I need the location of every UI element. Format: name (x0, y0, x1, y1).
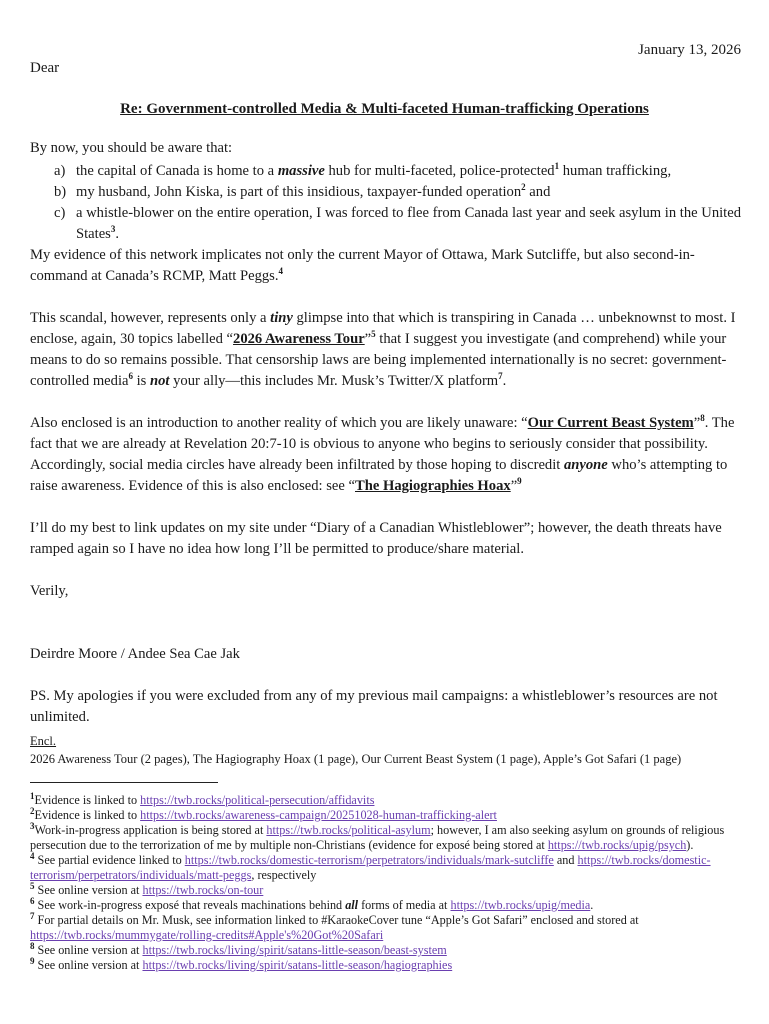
list-marker: b) (54, 184, 67, 200)
footnote-ref: 8 (700, 413, 705, 424)
footnote-ref: 4 (278, 266, 283, 277)
footnote-link[interactable]: https://twb.rocks/upig/media (450, 898, 591, 912)
enclosure-title: 2026 Awareness Tour (233, 331, 365, 347)
beast-system-paragraph: Also enclosed is an introduction to another reality of which you are likely unaware: “Our Current Beast System”$^8$. The fact that we are already at Revelation 20:7-10 is obvious to anyone who begins to seriously consider that possibility. Accordingly, social media circles have already been infiltrated by those hoping to discredit anyone who’s attempting to raise awareness. Evidence of this is also enclosed: see “The Hagiographies Hoax”$^9$ (30, 413, 735, 494)
subject-line: Re: Government-controlled Media & Multi-faceted Human-trafficking Operations (120, 101, 649, 117)
scandal-paragraph: This scandal, however, represents only a tiny glimpse into that which is transpiring in Canada … unbeknownst to most. I enclose, again, 30 topics labelled “2026 Awareness Tour”$^5$ that I suggest you investigate (and comprehend) while your means to do so remains possible. That censorship laws are being implemented internationally is no secret: government-controlled media$^6$ is not your ally—this includes Mr. Musk’s Twitter/X platform$^7$. (30, 310, 736, 389)
footnote-link[interactable]: https://twb.rocks/upig/psych (547, 838, 687, 852)
list-marker: c) (54, 205, 66, 221)
list-item: c) a whistle-blower on the entire operation, I was forced to flee from Canada last year and seek asylum in the United States$^3$. (30, 203, 744, 245)
intro-paragraph: By now, you should be aware that: (30, 140, 233, 156)
footnote: $^3$Work-in-progress application is being stored at https://twb.rocks/political-asylum; however, I am also seeking asylum on grounds of religious persecution due to the terrorization of me by multiple non-Christians (evidence for exposé being stored at https://twb.rocks/upig/psych). (30, 820, 725, 852)
letter-body (30, 138, 744, 728)
footnote-ref: 6 (128, 371, 133, 382)
enclosures-list: 2026 Awareness Tour (2 pages), The Hagiography Hoax (1 page), Our Current Beast System (1 page), Apple’s Got Safari (1 page) (30, 752, 682, 766)
footnote-link[interactable]: https://twb.rocks/awareness-campaign/20251028-human-trafficking-alert (140, 808, 497, 822)
footnote-ref: 1 (554, 161, 560, 172)
letter-date: January 13, 2026 (638, 42, 741, 58)
footnote-ref: 2 (521, 182, 526, 193)
allegation-list (30, 161, 744, 245)
footnote: $^7$ For partial details on Mr. Musk, see information linked to #KaraokeCover tune “Apple’s Got Safari” enclosed and stored at https://twb.rocks/mummygate/rolling-credits#Apple's%20Got%20Safari (30, 910, 639, 942)
emphasis: anyone (563, 457, 608, 473)
footnote: $^8$ See online version at https://twb.rocks/living/spirit/satans-little-season/beast-system (30, 940, 447, 957)
footnote-link[interactable]: https://twb.rocks/living/spirit/satans-little-season/beast-system (142, 943, 447, 957)
footnote-link[interactable]: https://twb.rocks/political-persecution/affidavits (140, 793, 375, 807)
footnote: $^5$ See online version at https://twb.rocks/on-tour (30, 880, 264, 897)
footnote: $^2$Evidence is linked to https://twb.rocks/awareness-campaign/20251028-human-trafficking-alert (30, 805, 497, 822)
footnote-ref: 9 (517, 476, 522, 487)
footnote-divider (30, 782, 218, 783)
footnote-link[interactable]: https://twb.rocks/mummygate/rolling-credits#Apple's%20Got%20Safari (30, 928, 384, 942)
enclosure-title: The Hagiographies Hoax (355, 478, 511, 494)
footnote-link[interactable]: https://twb.rocks/domestic-terrorism/perpetrators/individuals/mark-sutcliffe (184, 853, 554, 867)
postscript: PS. My apologies if you were excluded from any of my previous mail campaigns: a whistleblower’s resources are not unlimited. (30, 688, 718, 725)
enclosures-label: Encl. (30, 734, 57, 748)
footnote-ref: 5 (371, 329, 376, 340)
emphasis: massive (277, 163, 325, 179)
emphasis: all (345, 898, 359, 912)
updates-paragraph: I’ll do my best to link updates on my site under “Diary of a Canadian Whistleblower”; however, the death threats have ramped again so I have no idea how long I’ll be permitted to produce/share material. (30, 520, 722, 557)
footnote-ref: 7 (498, 371, 503, 382)
list-item: a) the capital of Canada is home to a massive hub for multi-faceted, police-protected$^1$ human trafficking, (30, 161, 744, 182)
enclosure-title: Our Current Beast System (527, 415, 694, 431)
footnote-ref: 3 (110, 224, 116, 235)
list-item: b) my husband, John Kiska, is part of this insidious, taxpayer-funded operation$^2$ and (30, 182, 744, 203)
evidence-paragraph: My evidence of this network implicates not only the current Mayor of Ottawa, Mark Sutcliffe, but also second-in-command at Canada’s RCMP, Matt Peggs.$^4$ (30, 247, 695, 284)
closing: Verily, (30, 583, 69, 599)
footnote-link[interactable]: https://twb.rocks/domestic-terrorism/perpetrators/individuals/matt-peggs (30, 853, 711, 882)
list-marker: a) (54, 163, 66, 179)
footnote: $^9$ See online version at https://twb.rocks/living/spirit/satans-little-season/hagiographies (30, 955, 453, 972)
footnote: $^6$ See work-in-progress exposé that reveals machinations behind all forms of media at https://twb.rocks/upig/media. (30, 895, 594, 912)
salutation: Dear (30, 60, 60, 76)
signature: Deirdre Moore / Andee Sea Cae Jak (30, 646, 240, 662)
footnote: $^4$ See partial evidence linked to https://twb.rocks/domestic-terrorism/perpetrators/individuals/mark-sutcliffe and https://twb.rocks/domestic-terrorism/perpetrators/individuals/matt-peggs, respectively (30, 850, 711, 882)
emphasis: not (150, 373, 170, 389)
footnote-link[interactable]: https://twb.rocks/political-asylum (266, 823, 431, 837)
footnote-link[interactable]: https://twb.rocks/living/spirit/satans-little-season/hagiographies (142, 958, 453, 972)
footnotes (30, 790, 742, 973)
footnote: $^1$Evidence is linked to https://twb.rocks/political-persecution/affidavits (30, 790, 375, 807)
emphasis: tiny (270, 310, 293, 326)
footnote-link[interactable]: https://twb.rocks/on-tour (142, 883, 264, 897)
